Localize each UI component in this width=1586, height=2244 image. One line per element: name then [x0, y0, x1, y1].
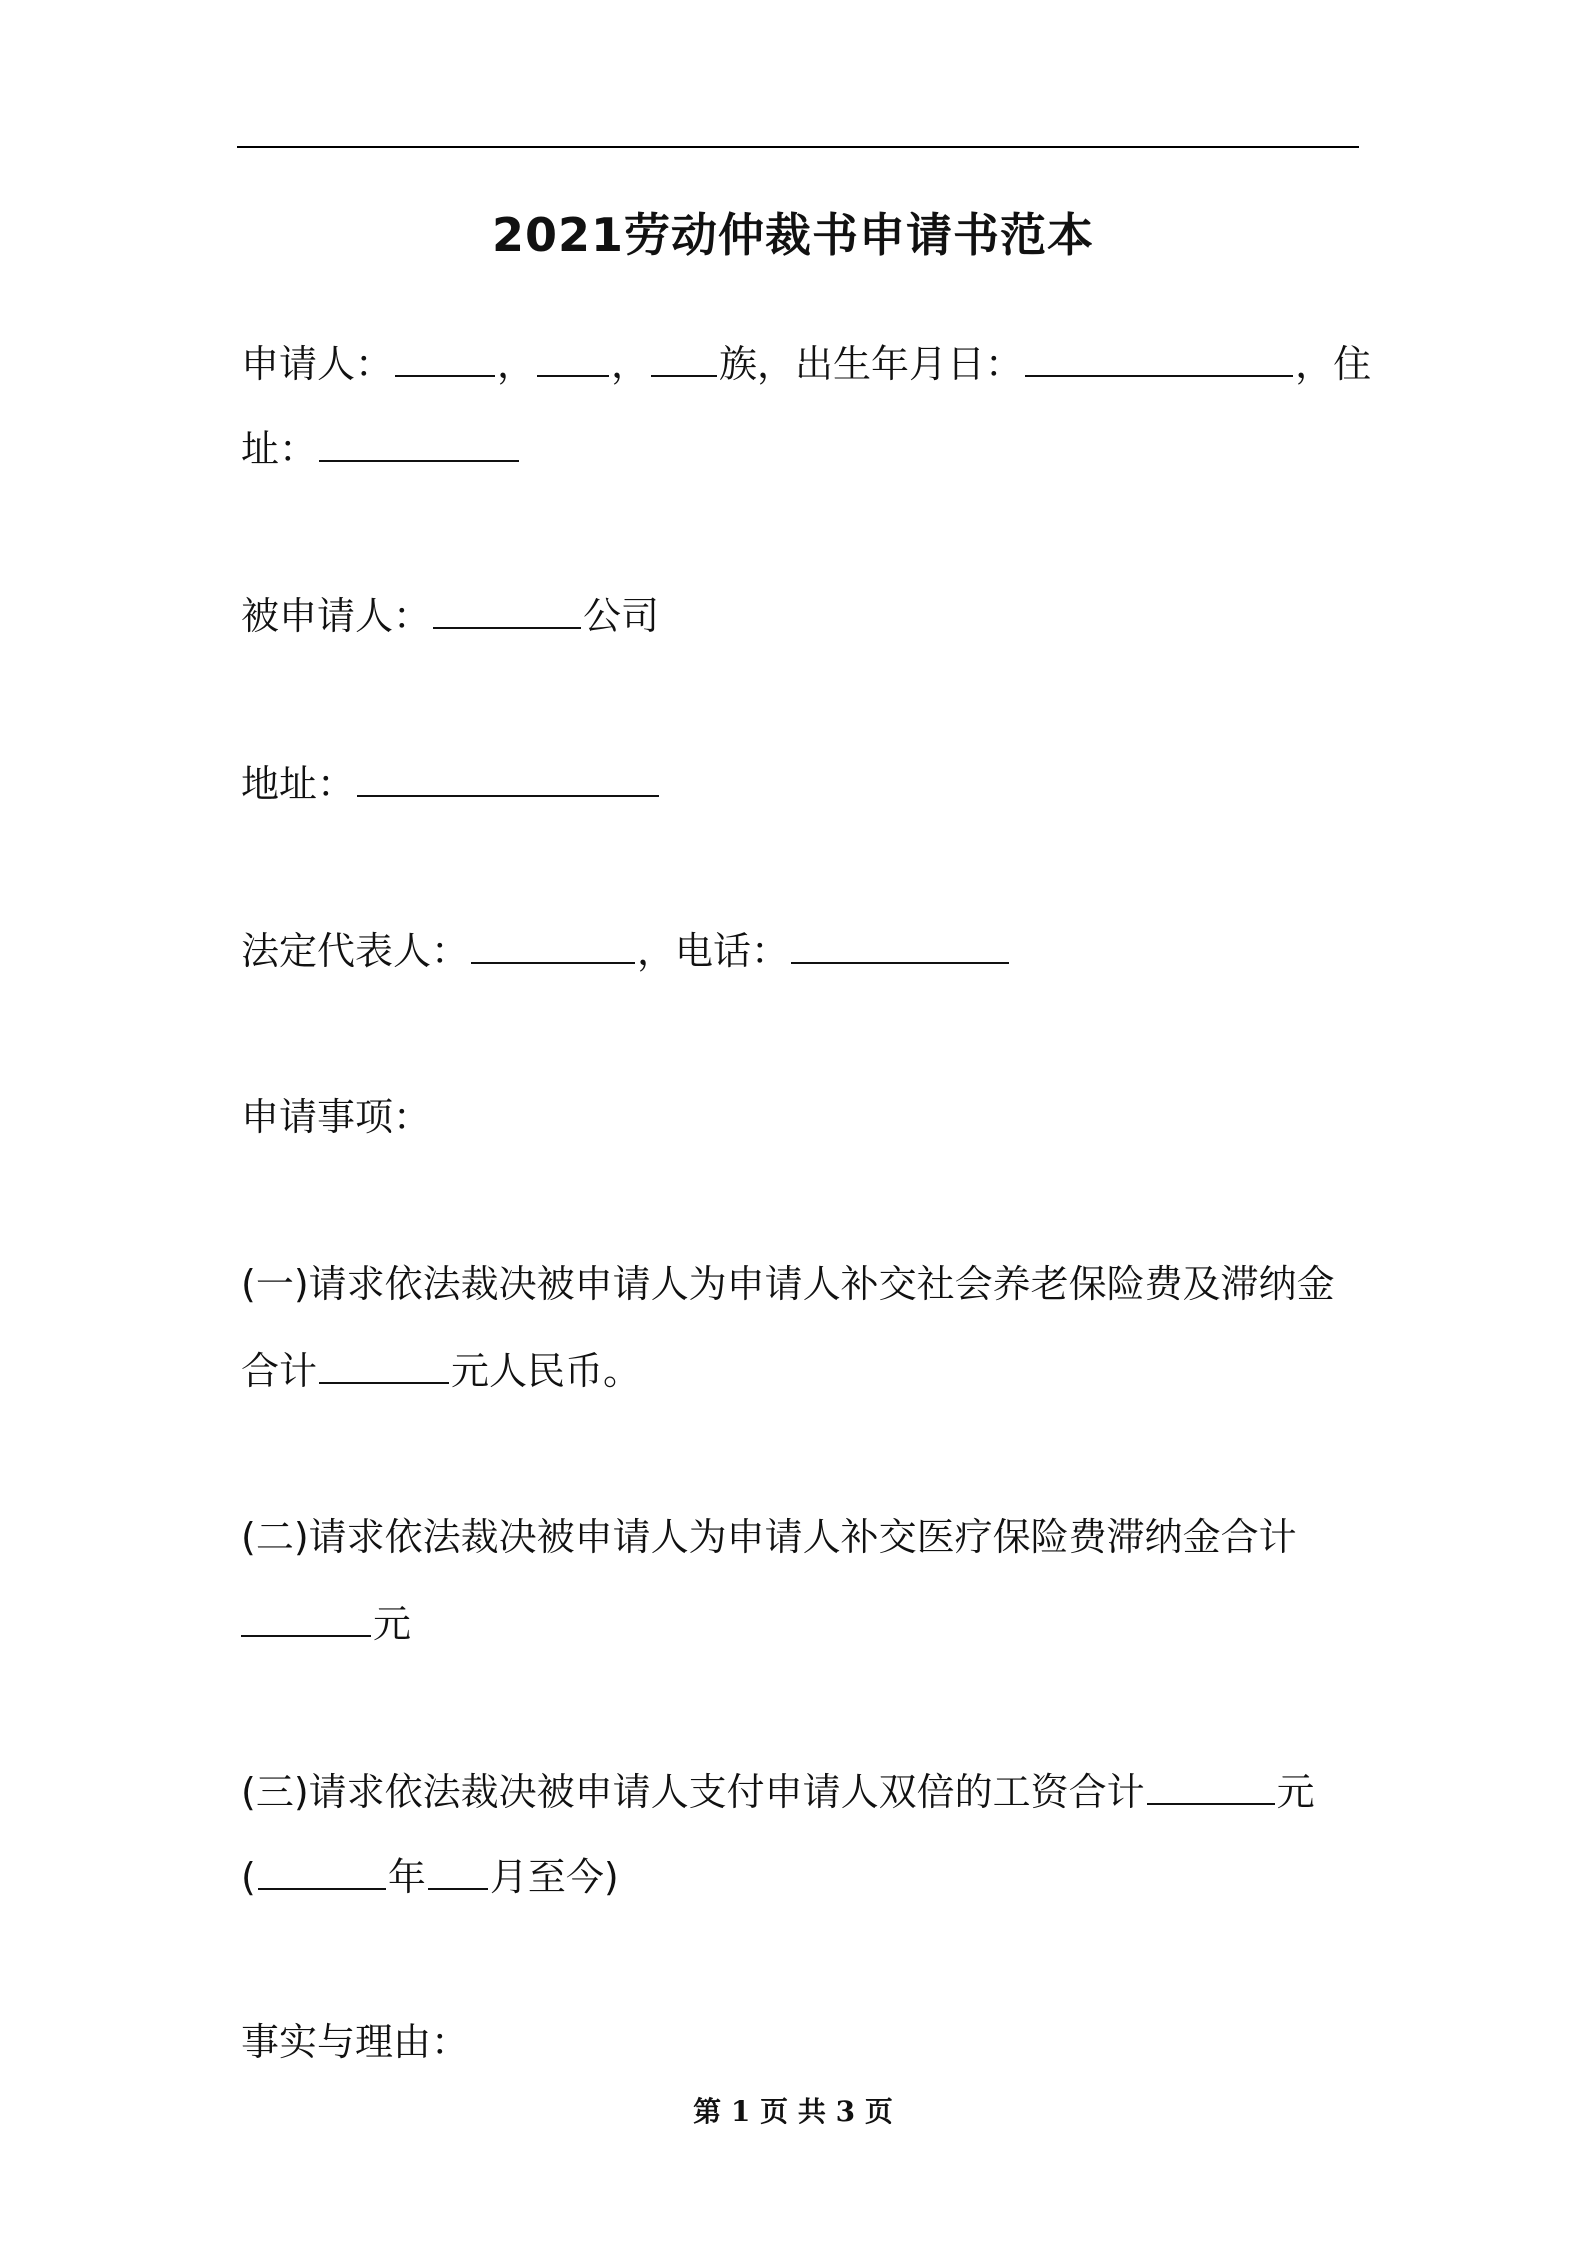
separator: ，: [497, 342, 536, 386]
open-paren: (: [241, 1855, 256, 1899]
legal-rep-label: 法定代表人：: [241, 929, 470, 973]
applicant-line: [241, 335, 1372, 391]
item2-line2: [241, 1595, 1361, 1651]
document-title: 2021劳动仲裁书申请书范本: [491, 208, 1095, 262]
item2-line1: (二)请求依法裁决被申请人为申请人补交医疗保险费滞纳金合计: [241, 1515, 1297, 1559]
item1-amount-blank[interactable]: [319, 1342, 449, 1384]
separator: ，: [611, 342, 650, 386]
facts-heading: 事实与理由：: [241, 2020, 470, 2064]
residence-label: ，住: [1295, 342, 1372, 386]
residence-blank[interactable]: [319, 420, 519, 462]
legal-rep-line: [241, 922, 1361, 978]
item3-unit: 元: [1276, 1770, 1315, 1814]
item1-line2: [241, 1342, 1361, 1398]
item2-amount-blank[interactable]: [241, 1595, 371, 1637]
phone-blank[interactable]: [791, 922, 1009, 964]
address-line: [241, 755, 1361, 811]
item3-text: (三)请求依法裁决被申请人支付申请人双倍的工资合计: [241, 1770, 1145, 1814]
respondent-line: [241, 587, 1361, 643]
legal-rep-blank[interactable]: [471, 922, 635, 964]
items-heading: 申请事项：: [241, 1095, 432, 1139]
residence-label-cont: 址：: [241, 427, 318, 471]
applicant-label: 申请人：: [241, 342, 394, 386]
item3-amount-blank[interactable]: [1147, 1763, 1275, 1805]
phone-label: ，电话：: [637, 929, 790, 973]
company-suffix: 公司: [583, 594, 660, 638]
year-label: 年: [387, 1855, 426, 1899]
item1-total-label: 合计: [241, 1349, 318, 1393]
ethnic-birth-label: 族，出生年月日：: [719, 342, 1024, 386]
month-label: 月至今): [489, 1855, 619, 1899]
respondent-label: 被申请人：: [241, 594, 432, 638]
item1-unit: 元人民币。: [451, 1349, 642, 1393]
item2-unit: 元: [373, 1602, 412, 1646]
ethnic-blank[interactable]: [651, 335, 717, 377]
company-blank[interactable]: [433, 587, 581, 629]
address-label: 地址：: [241, 762, 356, 806]
item1-line1: (一)请求依法裁决被申请人为申请人补交社会养老保险费及滞纳金: [241, 1262, 1335, 1306]
month-blank[interactable]: [428, 1848, 488, 1890]
page-footer: 第 1 页 共 3 页: [693, 2095, 893, 2128]
birthdate-blank[interactable]: [1025, 335, 1293, 377]
applicant-address-line: [241, 420, 1361, 476]
header-rule: [237, 146, 1359, 148]
address-blank[interactable]: [357, 755, 659, 797]
item3-line1: [241, 1763, 1361, 1819]
year-blank[interactable]: [258, 1848, 386, 1890]
gender-blank[interactable]: [537, 335, 609, 377]
item3-line2: [241, 1848, 1361, 1904]
name-blank[interactable]: [395, 335, 495, 377]
